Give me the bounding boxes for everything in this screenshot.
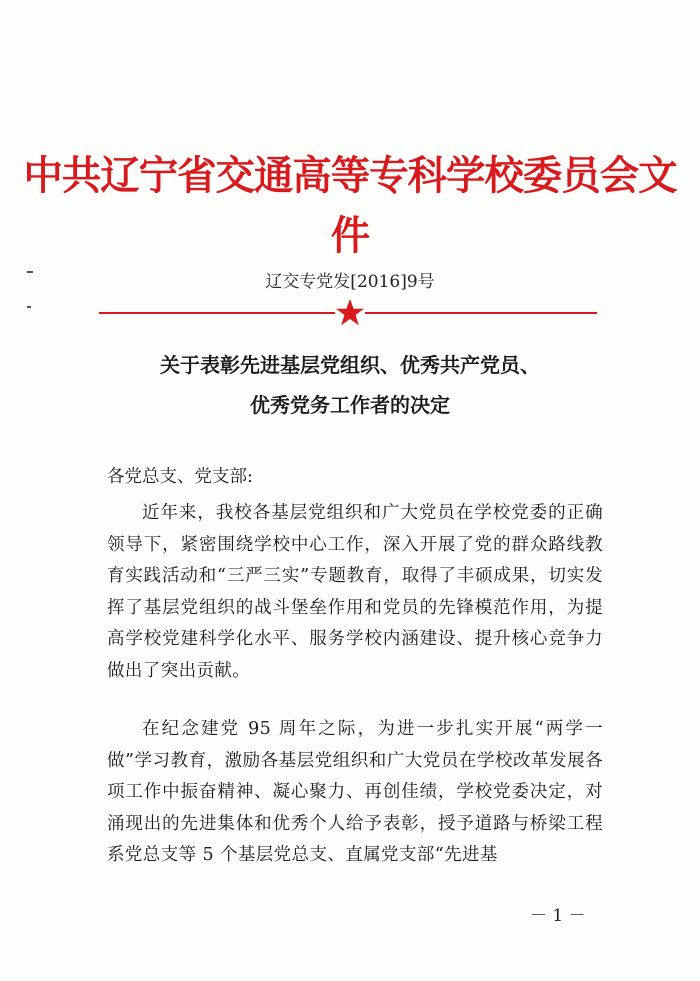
body-paragraph-2: 在纪念建党 95 周年之际，为进一步扎实开展“两学一做”学习教育，激励各基层党组织和广大党员在学校改革发展各项工作中振奋精神、凝心聚力、再创佳绩，学校党委决定，对涌现出的先进集体和优秀个人给予表彰，授予道路与桥梁工程系党总支等 5 个基层党总支、直属党支部“先进基 [107, 719, 603, 865]
salutation: 各党总支、党支部: [107, 467, 253, 487]
page-number: － 1 － [530, 906, 586, 926]
red-header-title: 中共辽宁省交通高等专科学校委员会文件 [23, 152, 677, 259]
red-rule-right [365, 312, 597, 314]
document-title-line-1: 关于表彰先进基层党组织、优秀共产党员、 [160, 353, 540, 377]
document-number: 辽交专党发[2016]9号 [265, 272, 435, 292]
body-paragraph-1: 近年来，我校各基层党组织和广大党员在学校党委的正确领导下，紧密围绕学校中心工作，深入开展了党的群众路线教育实践活动和“三严三实”专题教育，取得了丰硕成果，切实发挥了基层党组织的战斗堡垒作用和党员的先锋模范作用，为提高学校党建科学化水平、服务学校内涵建设、提升核心竞争力做出了突出贡献。 [107, 503, 603, 681]
red-star-icon [333, 299, 367, 327]
document-title-line-2: 优秀党务工作者的决定 [250, 393, 450, 417]
binding-mark [27, 306, 31, 308]
red-rule-left [99, 312, 335, 314]
